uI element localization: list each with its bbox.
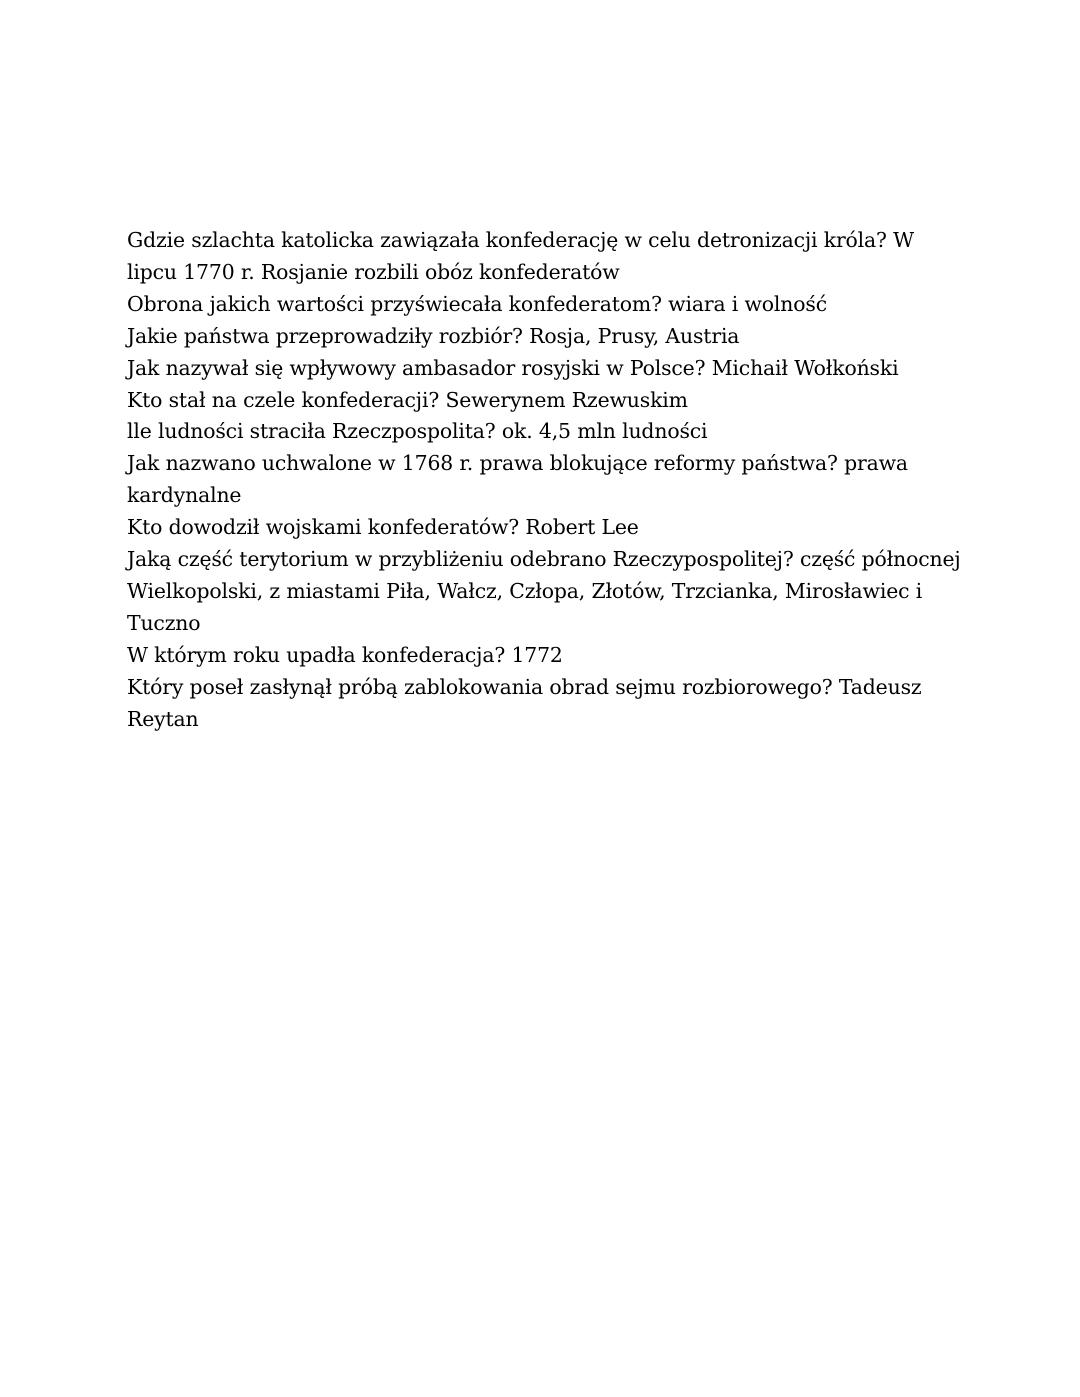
text-line: Gdzie szlachta katolicka zawiązała konfederację w celu detronizacji króla? W	[127, 228, 914, 252]
text-line: Kto dowodził wojskami konfederatów? Robert Lee	[127, 515, 639, 540]
text-line: Reytan	[127, 706, 199, 731]
text-line: lipcu 1770 r. Rosjanie rozbili obóz konfederatów	[127, 259, 620, 284]
text-line: W którym roku upadła konfederacja? 1772	[127, 642, 563, 667]
text-line: Jaką część terytorium w przybliżeniu odebrano Rzeczypospolitej? część północnej	[127, 547, 961, 572]
text-line: kardynalne	[127, 483, 242, 508]
text-line: Kto stał na czele konfederacji? Sewerynem Rzewuskim	[127, 387, 688, 412]
text-line: Tuczno	[127, 610, 201, 635]
text-line: Który poseł zasłynął próbą zablokowania obrad sejmu rozbiorowego? Tadeusz	[127, 674, 922, 699]
text-line: Jak nazwano uchwalone w 1768 r. prawa blokujące reformy państwa? prawa	[127, 451, 908, 476]
text-line: Obrona jakich wartości przyświecała konfederatom? wiara i wolność	[127, 291, 827, 316]
text-line: Jakie państwa przeprowadziły rozbiór? Rosja, Prusy, Austria	[127, 323, 740, 348]
text-line: Wielkopolski, z miastami Piła, Wałcz, Człopa, Złotów, Trzcianka, Mirosławiec i	[127, 578, 923, 603]
text-line: lle ludności straciła Rzeczpospolita? ok. 4,5 mln ludności	[127, 419, 708, 444]
text-line: Jak nazywał się wpływowy ambasador rosyjski w Polsce? Michaił Wołkoński	[127, 355, 899, 380]
quiz-text-block	[127, 225, 987, 736]
